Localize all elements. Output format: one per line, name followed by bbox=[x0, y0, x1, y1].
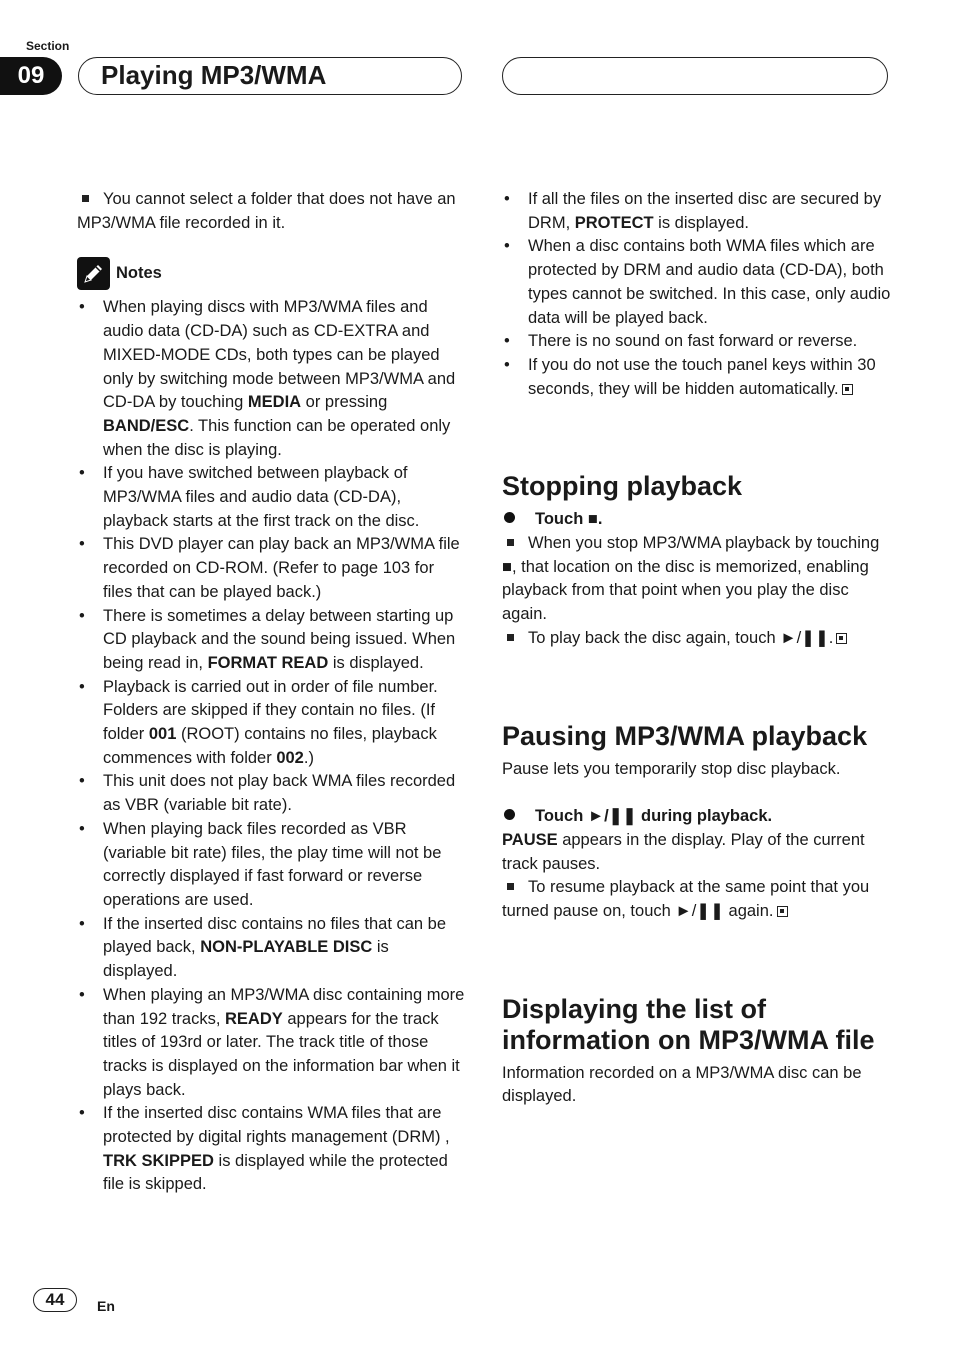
square-bullet-icon bbox=[507, 883, 514, 890]
square-bullet-icon bbox=[507, 539, 514, 546]
note-item bbox=[77, 296, 465, 462]
note-text: When playing discs with MP3/WMA files and audio data (CD-DA) such as CD-EXTRA and MIXED-MODE CDs, both types can be played only by switching mode between MP3/WMA and CD-DA by touching bbox=[103, 298, 456, 412]
left-column bbox=[77, 188, 465, 1197]
chapter-title: Playing MP3/WMA bbox=[101, 60, 327, 90]
stopping-note-2-text: To play back the disc again, touch ►/❚❚. bbox=[528, 628, 834, 647]
note-text: Playback is carried out in order of file number. Folders are skipped if they contain no files. (If folder bbox=[103, 677, 438, 744]
note-text: When playing an MP3/WMA disc containing more than 192 tracks, bbox=[103, 985, 465, 1028]
note-text: If the inserted disc contains no files that can be played back, bbox=[103, 914, 447, 957]
stopping-step bbox=[502, 508, 892, 532]
note-text: This DVD player can play back an MP3/WMA file recorded on CD-ROM. (Refer to page 103 for files that can be played back.) bbox=[103, 535, 460, 601]
language-label: En bbox=[97, 1298, 115, 1314]
note-item bbox=[77, 1102, 465, 1197]
notes-list-continued bbox=[502, 188, 892, 401]
note-text: . This function can be operated only when the disc is playing. bbox=[103, 416, 451, 459]
notes-list bbox=[77, 296, 465, 1197]
note-text: There is no sound on fast forward or reverse. bbox=[528, 332, 858, 351]
note-item bbox=[77, 818, 465, 913]
note-text: appears for the track titles of 193rd or later. The track title of those tracks is displayed on the information bar when it plays back. bbox=[103, 1009, 460, 1099]
note-item bbox=[77, 676, 465, 771]
stopping-note-2 bbox=[502, 627, 892, 651]
page-number: 44 bbox=[33, 1288, 77, 1312]
end-mark-icon bbox=[842, 384, 853, 395]
pausing-heading: Pausing MP3/WMA playback bbox=[502, 720, 868, 751]
note-emphasis: BAND/ESC bbox=[103, 416, 190, 435]
info-body: Information recorded on a MP3/WMA disc can be displayed. bbox=[502, 1063, 862, 1106]
section-number-badge: 09 bbox=[0, 57, 62, 95]
note-emphasis: 001 bbox=[148, 725, 177, 744]
note-text: If the inserted disc contains WMA files that are protected by digital rights management (DRM) , bbox=[103, 1104, 450, 1147]
note-text: .) bbox=[303, 748, 314, 767]
pausing-note bbox=[502, 876, 892, 923]
pausing-result bbox=[502, 829, 892, 876]
note-emphasis: 002 bbox=[276, 748, 304, 767]
notes-heading bbox=[77, 257, 465, 290]
intro-note-text: You cannot select a folder that does not have an MP3/WMA file recorded in it. bbox=[77, 190, 456, 232]
pausing-intro: Pause lets you temporarily stop disc playback. bbox=[502, 759, 841, 778]
note-text: is displayed. bbox=[328, 653, 424, 672]
pause-indicator-text: PAUSE bbox=[502, 830, 558, 849]
note-text: is displayed. bbox=[103, 938, 389, 981]
note-item bbox=[502, 330, 892, 354]
step-dot-icon bbox=[504, 512, 515, 523]
notes-title: Notes bbox=[116, 264, 162, 283]
empty-title-box bbox=[502, 57, 888, 95]
step-dot-icon bbox=[504, 809, 515, 820]
stopping-step-text: Touch ■. bbox=[535, 510, 603, 529]
note-text: is displayed while the protected file is skipped. bbox=[103, 1151, 448, 1194]
note-emphasis: TRK SKIPPED bbox=[103, 1151, 214, 1170]
note-text: If you do not use the touch panel keys within 30 seconds, they will be hidden automatically. bbox=[528, 355, 876, 398]
note-emphasis: READY bbox=[225, 1009, 283, 1028]
pausing-note-text: To resume playback at the same point that you turned pause on, touch ►/❚❚ again. bbox=[502, 878, 870, 921]
pausing-step-text: Touch ►/❚❚ during playback. bbox=[535, 807, 773, 826]
note-text: or pressing bbox=[301, 393, 388, 412]
square-bullet-icon bbox=[507, 634, 514, 641]
note-item bbox=[77, 533, 465, 604]
square-bullet-icon bbox=[82, 195, 89, 202]
note-item bbox=[77, 984, 465, 1103]
note-text: When playing back files recorded as VBR (variable bit rate) files, the play time will not be correctly displayed if fast forward or reverse operations are used. bbox=[103, 819, 442, 909]
info-heading: Displaying the list of information on MP3/WMA file bbox=[502, 993, 875, 1055]
note-text: is displayed. bbox=[653, 213, 749, 232]
note-emphasis: PROTECT bbox=[574, 213, 654, 232]
end-mark-icon bbox=[836, 633, 847, 644]
chapter-title-box bbox=[78, 57, 462, 95]
note-emphasis: MEDIA bbox=[247, 393, 302, 412]
pencil-note-icon bbox=[77, 257, 110, 290]
stopping-note-1-text: When you stop MP3/WMA playback by touching ■, that location on the disc is memorized, enabling playback from that point when you play the disc again. bbox=[502, 534, 880, 624]
pausing-result-text: appears in the display. Play of the current track pauses. bbox=[502, 830, 865, 873]
note-item bbox=[77, 770, 465, 817]
note-item bbox=[77, 605, 465, 676]
note-text: (ROOT) contains no files, playback commences with folder bbox=[103, 725, 437, 767]
end-mark-icon bbox=[777, 906, 788, 917]
intro-note bbox=[77, 188, 465, 235]
note-text: If all the files on the inserted disc are secured by DRM, bbox=[528, 190, 882, 232]
section-label: Section bbox=[26, 39, 70, 53]
note-text: When a disc contains both WMA files which are protected by DRM and audio data (CD-DA), both types cannot be switched. In this case, only audio data will be played back. bbox=[528, 237, 891, 327]
right-column bbox=[502, 188, 892, 1109]
note-text: There is sometimes a delay between starting up CD playback and the sound being issued. When being read in, bbox=[103, 606, 456, 672]
note-text: This unit does not play back WMA files recorded as VBR (variable bit rate). bbox=[103, 772, 456, 815]
stopping-note-1 bbox=[502, 532, 892, 627]
note-emphasis: NON-PLAYABLE DISC bbox=[200, 938, 373, 957]
note-emphasis: FORMAT READ bbox=[207, 653, 329, 672]
pausing-step bbox=[502, 805, 892, 829]
note-item bbox=[502, 235, 892, 330]
note-item bbox=[77, 913, 465, 984]
note-text: If you have switched between playback of MP3/WMA files and audio data (CD-DA), playback starts at the first track on the disc. bbox=[103, 464, 420, 530]
stopping-heading: Stopping playback bbox=[502, 471, 743, 502]
note-item bbox=[502, 188, 892, 235]
note-item bbox=[77, 462, 465, 533]
note-item bbox=[502, 354, 892, 401]
